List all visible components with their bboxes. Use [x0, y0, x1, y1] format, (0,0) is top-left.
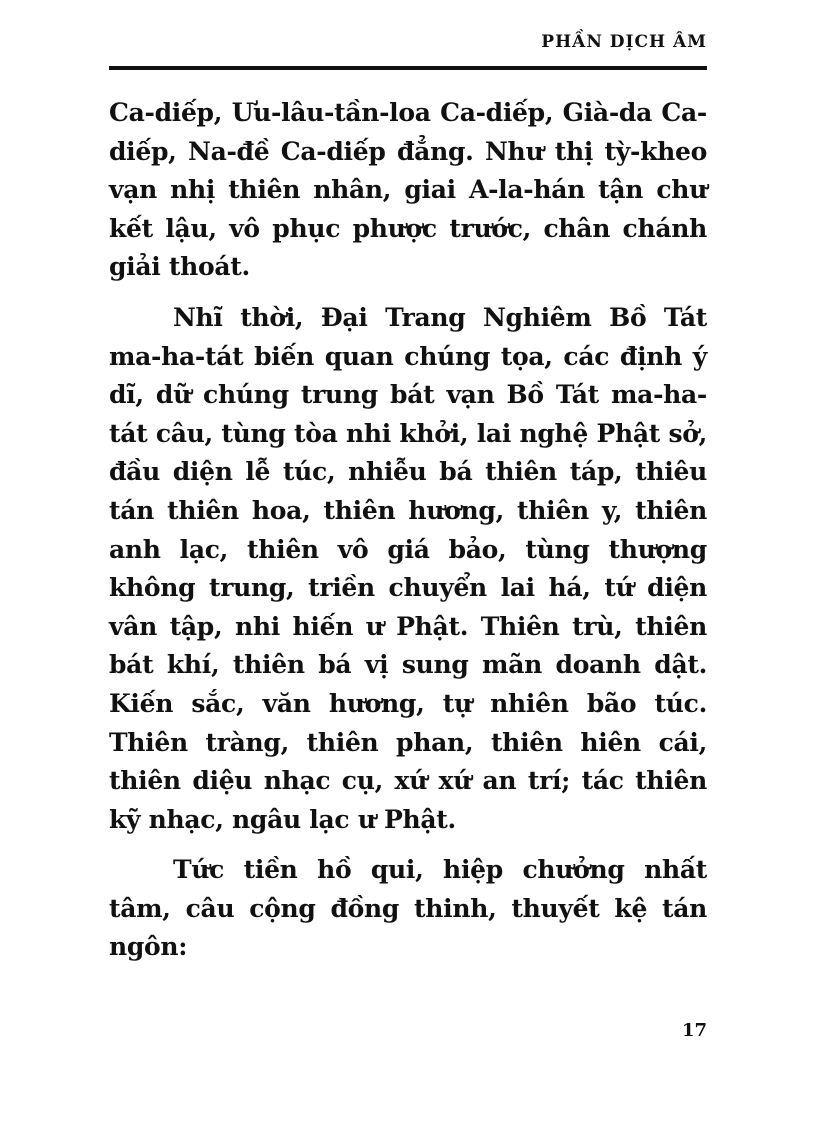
header-rule	[109, 66, 707, 70]
paragraph-2: Nhĩ thời, Đại Trang Nghiêm Bồ Tát ma-ha-tát biến quan chúng tọa, các định ý dĩ, dữ chúng trung bát vạn Bồ Tát ma-ha-tát câu, tùng tòa nhi khởi, lai nghệ Phật sở, đầu diện lễ túc, nhiễu bá thiên táp, thiêu tán thiên hoa, thiên hương, thiên y, thiên anh lạc, thiên vô giá bảo, tùng thượng không trung, triền chuyển lai há, tứ diện vân tập, nhi hiến ư Phật. Thiên trù, thiên bát khí, thiên bá vị sung mãn doanh dật. Kiến sắc, văn hương, tự nhiên bão túc. Thiên tràng, thiên phan, thiên hiên cái, thiên diệu nhạc cụ, xứ xứ an trí; tác thiên kỹ nhạc, ngâu lạc ư Phật.	[109, 302, 707, 834]
body-text	[109, 94, 707, 967]
paragraph-3: Tức tiền hồ qui, hiệp chưởng nhất tâm, câu cộng đồng thinh, thuyết kệ tán ngôn:	[109, 855, 707, 962]
paragraph-1: Ca-diếp, Ưu-lâu-tần-loa Ca-diếp, Già-da Ca-diếp, Na-đề Ca-diếp đẳng. Như thị tỳ-kheo vạn nhị thiên nhân, giai A-la-hán tận chư kết lậu, vô phục phược trước, chân chánh giải thoát.	[109, 98, 707, 282]
running-header: PHẦN DỊCH ÂM	[541, 32, 707, 52]
page-number: 17	[681, 1020, 707, 1041]
